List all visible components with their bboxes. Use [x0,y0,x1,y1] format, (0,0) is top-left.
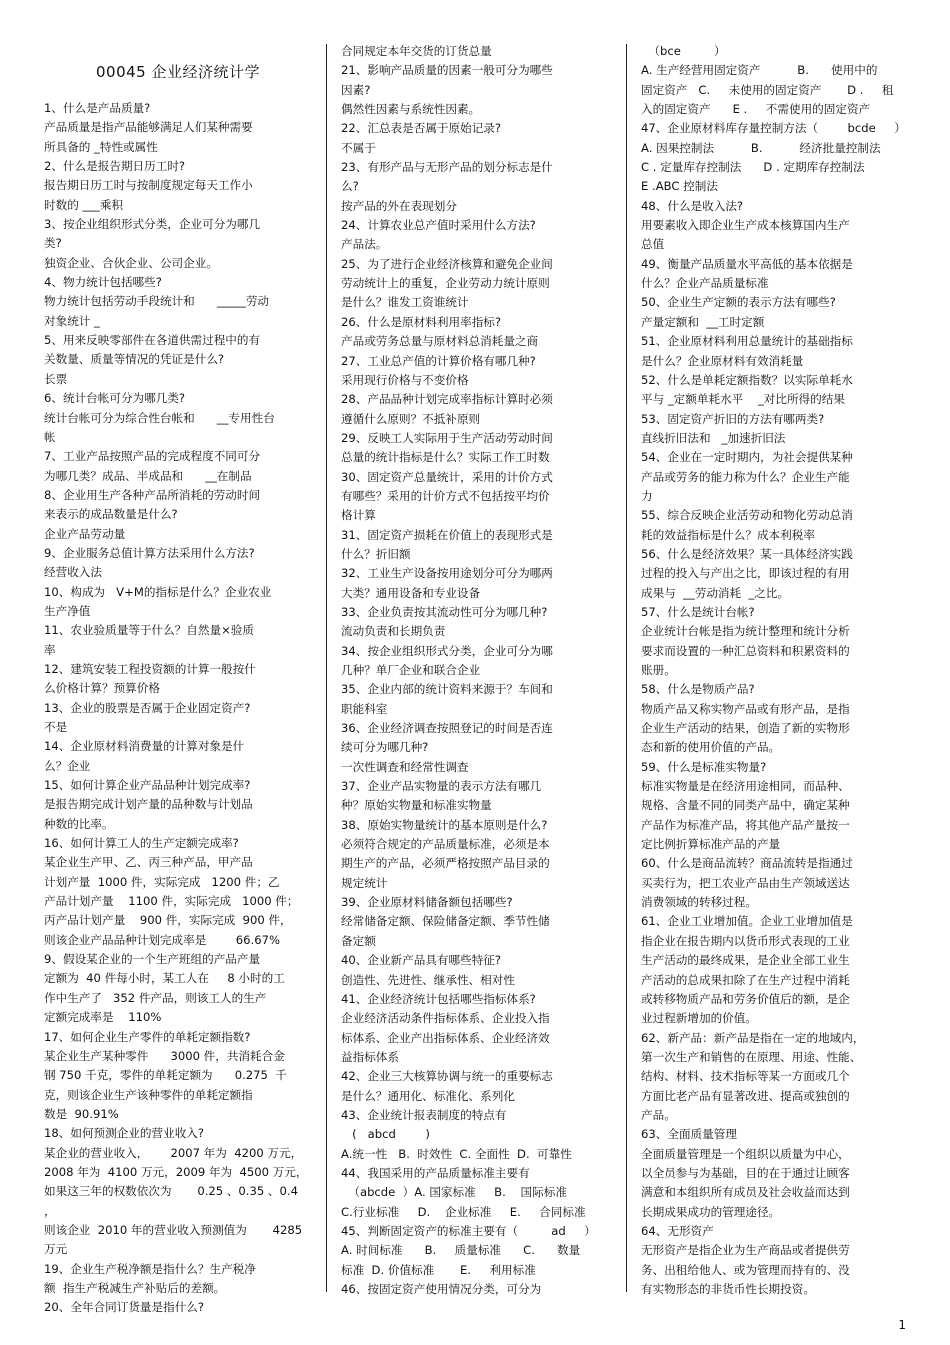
text-line: 是什么？谁发工资谁统计 [341,295,469,310]
text-line: 全面质量管理是一个组织以质量为中心， [641,1146,850,1161]
text-line: 总量的统计指标是什么？实际工作工时数 [341,450,550,465]
text-line: 种数的比率。 [44,816,114,831]
text-line: 期生产的产品，必须严格按照产品目录的 [341,856,550,871]
text-line: 产品法。 [341,237,388,252]
text-line: 生产净值 [44,603,91,618]
text-line: 业过程新增加的价值。 [641,1011,757,1026]
text-line: 第一次生产和销售的在原理、用途、性能、 [641,1049,862,1064]
text-line: 帐 [44,429,56,444]
text-line: 37、企业产品实物量的表示方法有哪几 [341,779,542,794]
text-line: 是报告期完成计划产量的品种数与计划品 [44,797,253,812]
text-line: 有实物形态的非货币性长期投资。 [641,1282,815,1296]
text-line: 不是 [44,720,68,734]
text-line: 21、影响产品质量的因素一般可分为哪些 [341,63,553,78]
text-line: 关数量、质量等情况的凭证是什么? [44,352,225,367]
text-line: 物力统计包括劳动手段统计和 _____劳动 [44,294,270,309]
text-line: 么？企业 [44,758,91,773]
text-line: 率 [44,642,56,657]
text-line: 成果与 __劳动消耗 _之比。 [641,585,790,600]
text-line: 15、如何计算企业产品品种计划完成率? [44,778,251,793]
text-line: 3、按企业组织形式分类，企业可分为哪几 [44,217,261,232]
text-line: 50、企业生产定额的表示方法有哪些? [641,295,836,310]
text-line: 创造性、先进性、继承性、相对性 [341,972,515,987]
text-line: 35、企业内部的统计资料来源于？车间和 [341,682,553,697]
text-line: 直线折旧法和 _加速折旧法 [641,430,786,445]
text-line: 因素? [341,82,371,97]
text-line: 总值 [641,237,665,252]
text-line: 27、工业总产值的计算价格有哪几种? [341,353,536,368]
text-line: 4、物力统计包括哪些? [44,275,162,290]
column-right-lines [641,42,909,1299]
text-line: 过程的投入与产出之比，即该过程的有用 [641,566,850,581]
text-line: 经常储备定额、保险储备定额、季节性储 [341,914,550,929]
text-line: 5、用来反映零部件在各道供需过程中的有 [44,333,261,348]
column-right [641,42,909,1299]
text-line: 62、新产品：新产品是指在一定的地域内， [641,1030,865,1045]
text-line: 10、构成为 V+M的指标是什么？企业农业 [44,584,272,599]
text-line: 钢 750 千克，零件的单耗定额为 0.275 千 [44,1068,287,1083]
text-line: 40、企业新产品具有哪些特征? [341,953,502,968]
text-line: 益指标体系 [341,1049,399,1064]
text-line: 力 [641,488,653,503]
column-left-lines [44,99,312,1318]
text-line: （bce ） [641,44,726,58]
text-line: 17、如何企业生产零件的单耗定额指数? [44,1029,251,1044]
text-line: 28、产品品种计划完成率指标计算时必须 [341,392,553,407]
text-line: 产品或劳务的能力称为什么？企业生产能 [641,469,850,484]
column-divider-left [326,44,327,1292]
text-line: 是什么？企业原材料有效消耗量 [641,353,804,368]
text-line: 某企业生产某种零件 3000 件，共消耗合金 [44,1048,285,1063]
text-line: 14、企业原材料消费量的计算对象是什 [44,739,245,754]
text-line: 定额为 40 件每小时，某工人在 8 小时的工 [44,971,285,986]
text-line: 账册。 [641,663,676,677]
text-line: 51、企业原材料利用总量统计的基础指标 [641,334,853,349]
text-line: 产品。 [641,1107,676,1122]
text-line: 则该企业 2010 年的营业收入预测值为 4285 [44,1222,303,1237]
text-line: 产品作为标准产品，将其他产品产量按一 [641,817,850,832]
text-line: 务、出租给他人、或为管理而持有的、没 [641,1262,850,1277]
text-line: 一次性调查和经常性调查 [341,759,469,774]
text-line: 60、什么是商品流转？商品流转是指通过 [641,856,853,871]
text-line: 2、什么是报告期日历工时? [44,159,186,174]
text-line: 产活动的总成果扣除了在生产过程中消耗 [641,972,850,987]
text-line: 什么？折旧额 [341,546,411,561]
text-line: 34、按企业组织形式分类，企业可分为哪 [341,643,553,658]
text-line: 19、企业生产税净额是指什么？生产税净 [44,1261,256,1276]
text-line: 平与 _定额单耗水平 _对比所得的结果 [641,392,845,407]
text-line: 或转移物质产品和劳务价值后的额，是企 [641,991,850,1006]
text-line: 类? [44,236,62,251]
text-line: 31、固定资产损耗在价值上的表现形式是 [341,527,553,542]
text-line: 32、工业生产设备按用途划分可分为哪两 [341,566,553,581]
text-line: 58、什么是物质产品? [641,682,755,697]
text-line: 经营收入法 [44,565,102,580]
text-line: 23、有形产品与无形产品的划分标志是什 [341,160,553,175]
text-line: 55、综合反映企业活劳动和物化劳动总消 [641,508,853,523]
text-line: 44、我国采用的产品质量标准主要有 [341,1165,530,1180]
text-line: A.统一性 B. 时效性 C. 全面性 D. 可靠性 [341,1146,572,1161]
text-line: 54、企业在一定时期内，为社会提供某种 [641,450,853,465]
text-line: 合同规定本年交货的订货总量 [341,44,492,58]
text-line: 9、假设某企业的一个生产班组的产品产量 [44,952,261,967]
text-line: 报告期日历工时与按制度规定每天工作小 [44,178,253,193]
text-line: 入的固定资产 E . 不需使用的固定资产 [641,102,871,117]
text-line: A. 生产经营用固定资产 B. 使用中的 [641,63,878,78]
text-line: 产品或劳务总量与原材料总消耗量之商 [341,334,539,349]
text-line: 指企业在报告期内以货币形式表现的工业 [641,933,850,948]
text-line: 耗的效益指标是什么？成本利税率 [641,527,815,542]
text-line: 规格、含量不同的同类产品中，确定某种 [641,798,850,813]
text-line: 结构、材料、技术指标等某一方面或几个 [641,1069,850,1084]
text-line: 25、为了进行企业经济核算和避免企业间 [341,256,553,271]
text-line: ( abcd ) [341,1127,430,1142]
text-line: 57、什么是统计台帐? [641,604,755,619]
text-line: 方面比老产品有显著改进、提高或独创的 [641,1088,850,1103]
text-line: 么价格计算？预算价格 [44,681,160,696]
text-line: 为哪几类？成品、半成品和 __在制品 [44,468,252,483]
text-line: 态和新的使用价值的产品。 [641,740,781,755]
text-line: 万元 [44,1242,68,1257]
text-line: 克，则该企业生产该种零件的单耗定额指 [44,1087,253,1102]
text-line: 长期成果成功的管理途径。 [641,1204,781,1219]
text-line: 买卖行为，把工农业产品由生产领域送达 [641,875,850,890]
text-line: 企业经济活动条件指标体系、企业投入指 [341,1011,550,1026]
text-line: 什么？企业产品质量标准 [641,276,769,291]
text-line: 种？原始实物量和标准实物量 [341,798,492,813]
text-line: 用要素收入即企业生产成本核算国内生产 [641,218,850,233]
text-line: 定比例折算标准产品的产量 [641,837,781,852]
text-line: 职能科室 [341,701,388,716]
text-line: 9、企业服务总值计算方法采用什么方法? [44,545,255,560]
text-line: 企业产品劳动量 [44,526,126,541]
text-line: 产品质量是指产品能够满足人们某种需要 [44,120,253,135]
text-line: 36、企业经济调查按照登记的时间是否连 [341,721,553,736]
text-line: 对象统计 _ [44,313,100,328]
text-line: 33、企业负责按其流动性可分为哪几种? [341,604,548,619]
column-left [44,42,312,1318]
text-line: 以全员参与为基础，目的在于通过让顾客 [641,1165,850,1180]
text-line: 必须符合规定的产品质量标准，必须是本 [341,837,550,852]
text-line: 29、反映工人实际用于生产活动劳动时间 [341,430,553,445]
text-line: 么? [341,179,359,194]
text-line: 7、工业产品按照产品的完成程度不同可分 [44,449,261,464]
text-line: 56、什么是经济效果？某一具体经济实践 [641,546,853,561]
text-line: 续可分为哪几种? [341,740,429,755]
text-line: 标体系、企业产出指标体系、企业经济效 [341,1030,550,1045]
text-line: 企业生产活动的结果，创造了新的实物形 [641,721,850,736]
text-line: 47、企业原材料库存量控制方法（ bcde ） [641,121,906,136]
text-line: 固定资产 C. 未使用的固定资产 D . 租 [641,82,894,97]
text-line: 6、统计台帐可分为哪几类? [44,391,186,406]
text-line: 如果这三年的权数依次为 0.25 、0.35 、0.4 ， [44,1184,302,1218]
text-line: C.行业标准 D. 企业标准 E. 合同标准 [341,1204,586,1219]
text-line: 定额完成率是 110% [44,1010,162,1025]
text-line: 格计算 [341,508,376,523]
text-line: 不属于 [341,140,376,155]
text-line: 标准 D. 价值标准 E. 利用标准 [341,1262,536,1277]
text-line: 丙产品计划产量 900 件，实际完成 900 件， [44,913,292,928]
text-line: 生产活动的最终成果，是企业全部工业生 [641,953,850,968]
text-line: 24、计算农业总产值时采用什么方法? [341,218,536,233]
text-line: 2008 年为 4100 万元，2009 年为 4500 万元， [44,1164,308,1179]
text-line: 流动负责和长期负责 [341,624,446,639]
text-line: 来表示的成品数量是什么? [44,507,178,522]
text-line: （abcde ）A. 国家标准 B. 国际标准 [341,1185,567,1200]
text-line: 是什么？通用化、标准化、系列化 [341,1088,515,1103]
text-line: 41、企业经济统计包括哪些指标体系? [341,991,536,1006]
text-line: 12、建筑安装工程投资额的计算一般按什 [44,661,256,676]
text-line: 22、汇总表是否属于原始记录? [341,121,502,136]
column-middle [341,42,599,1299]
text-line: 52、什么是单耗定额指数？以实际单耗水 [641,372,853,387]
text-line: 消费领域的转移过程。 [641,895,757,910]
text-line: 按产品的外在表现划分 [341,198,457,213]
text-line: 61、企业工业增加值。企业工业增加值是 [641,914,853,929]
text-line: A. 时间标准 B. 质量标准 C. 数量 [341,1243,581,1258]
text-line: 产品计划产量 1100 件，实际完成 1000 件； [44,894,299,909]
text-line: 计划产量 1000 件，实际完成 1200 件；乙 [44,874,280,889]
text-line: 产量定额和 __工时定额 [641,314,765,329]
document-title: 00045 企业经济统计学 [96,63,260,81]
text-line: A. 因果控制法 B. 经济批量控制法 [641,140,881,155]
text-line: 统计台帐可分为综合性台帐和 __专用性台 [44,410,275,425]
text-line: 无形资产是指企业为生产商品或者提供劳 [641,1243,850,1258]
text-line: 备定额 [341,933,376,948]
text-line: 8、企业用生产各种产品所消耗的劳动时间 [44,487,261,502]
text-line: 39、企业原材料储备额包括哪些? [341,895,513,910]
text-line: 企业统计台帐是指为统计整理和统计分析 [641,624,850,639]
text-line: 45、判断固定资产的标准主要有（ ad ） [341,1223,596,1238]
text-line: 38、原始实物量统计的基本原则是什么? [341,817,548,832]
text-line: E .ABC 控制法 [641,179,718,194]
text-line: 30、固定资产总量统计，采用的计价方式 [341,469,553,484]
text-line: 某企业的营业收入， 2007 年为 4200 万元， [44,1145,303,1160]
text-line: 有哪些？采用的计价方式不包括按平均价 [341,488,550,503]
text-line: 作中生产了 352 件产品，则该工人的生产 [44,990,267,1005]
text-line: 16、如何计算工人的生产定额完成率? [44,836,239,851]
text-line: 18、如何预测企业的营业收入? [44,1126,205,1141]
column-divider-right [626,44,627,1292]
text-line: 48、什么是收入法? [641,198,744,213]
text-line: 几种？单厂企业和联合企业 [341,663,481,677]
text-line: C . 定量库存控制法 D . 定期库存控制法 [641,160,865,175]
text-line: 采用现行价格与不变价格 [341,372,469,387]
column-middle-lines [341,42,599,1299]
text-line: 长票 [44,371,68,386]
text-line: 13、企业的股票是否属于企业固定资产? [44,700,251,715]
text-line: 满意和本组织所有成员及社会收益而达到 [641,1185,850,1200]
text-line: 46、按固定资产使用情况分类，可分为 [341,1282,542,1296]
text-line: 规定统计 [341,875,388,890]
text-line: 43、企业统计报表制度的特点有 [341,1107,507,1122]
text-line: 标准实物量是在经济用途相同，而品种、 [641,779,850,794]
text-line: 时数的 ___乘积 [44,197,124,212]
text-line: 物质产品又称实物产品或有形产品，是指 [641,701,850,716]
text-line: 数是 90.91% [44,1106,119,1121]
text-line: 53、固定资产折旧的方法有哪两类? [641,411,825,426]
text-line: 42、企业三大核算协调与统一的重要标志 [341,1069,553,1084]
text-line: 所具备的 _特性或属性 [44,139,158,154]
text-line: 11、农业验质量等于什么？自然量×验质 [44,623,254,638]
text-line: 59、什么是标准实物量? [641,759,767,774]
text-line: 49、衡量产品质量水平高低的基本依据是 [641,256,853,271]
text-line: 63、全面质量管理 [641,1127,737,1142]
text-line: 1、什么是产品质量? [44,101,151,115]
text-line: 额 指生产税减生产补贴后的差额。 [44,1280,226,1295]
text-line: 64、无形资产 [641,1223,714,1238]
text-line: 则该企业产品品种计划完成率是 66.67% [44,932,281,947]
text-line: 独资企业、合伙企业、公司企业。 [44,255,218,270]
text-line: 偶然性因素与系统性因素。 [341,102,481,117]
page-number: 1 [898,1318,906,1332]
text-line: 某企业生产甲、乙、丙三种产品，甲产品 [44,855,253,870]
text-line: 要求而设置的一种汇总资料和积累资料的 [641,643,850,658]
text-line: 大类？通用设备和专业设备 [341,585,481,600]
text-line: 20、全年合同订货量是指什么? [44,1300,205,1315]
text-line: 劳动统计上的重复，企业劳动力统计原则 [341,276,550,291]
text-line: 26、什么是原材料利用率指标? [341,314,502,329]
text-line: 遵循什么原则？不抵补原则 [341,411,481,426]
